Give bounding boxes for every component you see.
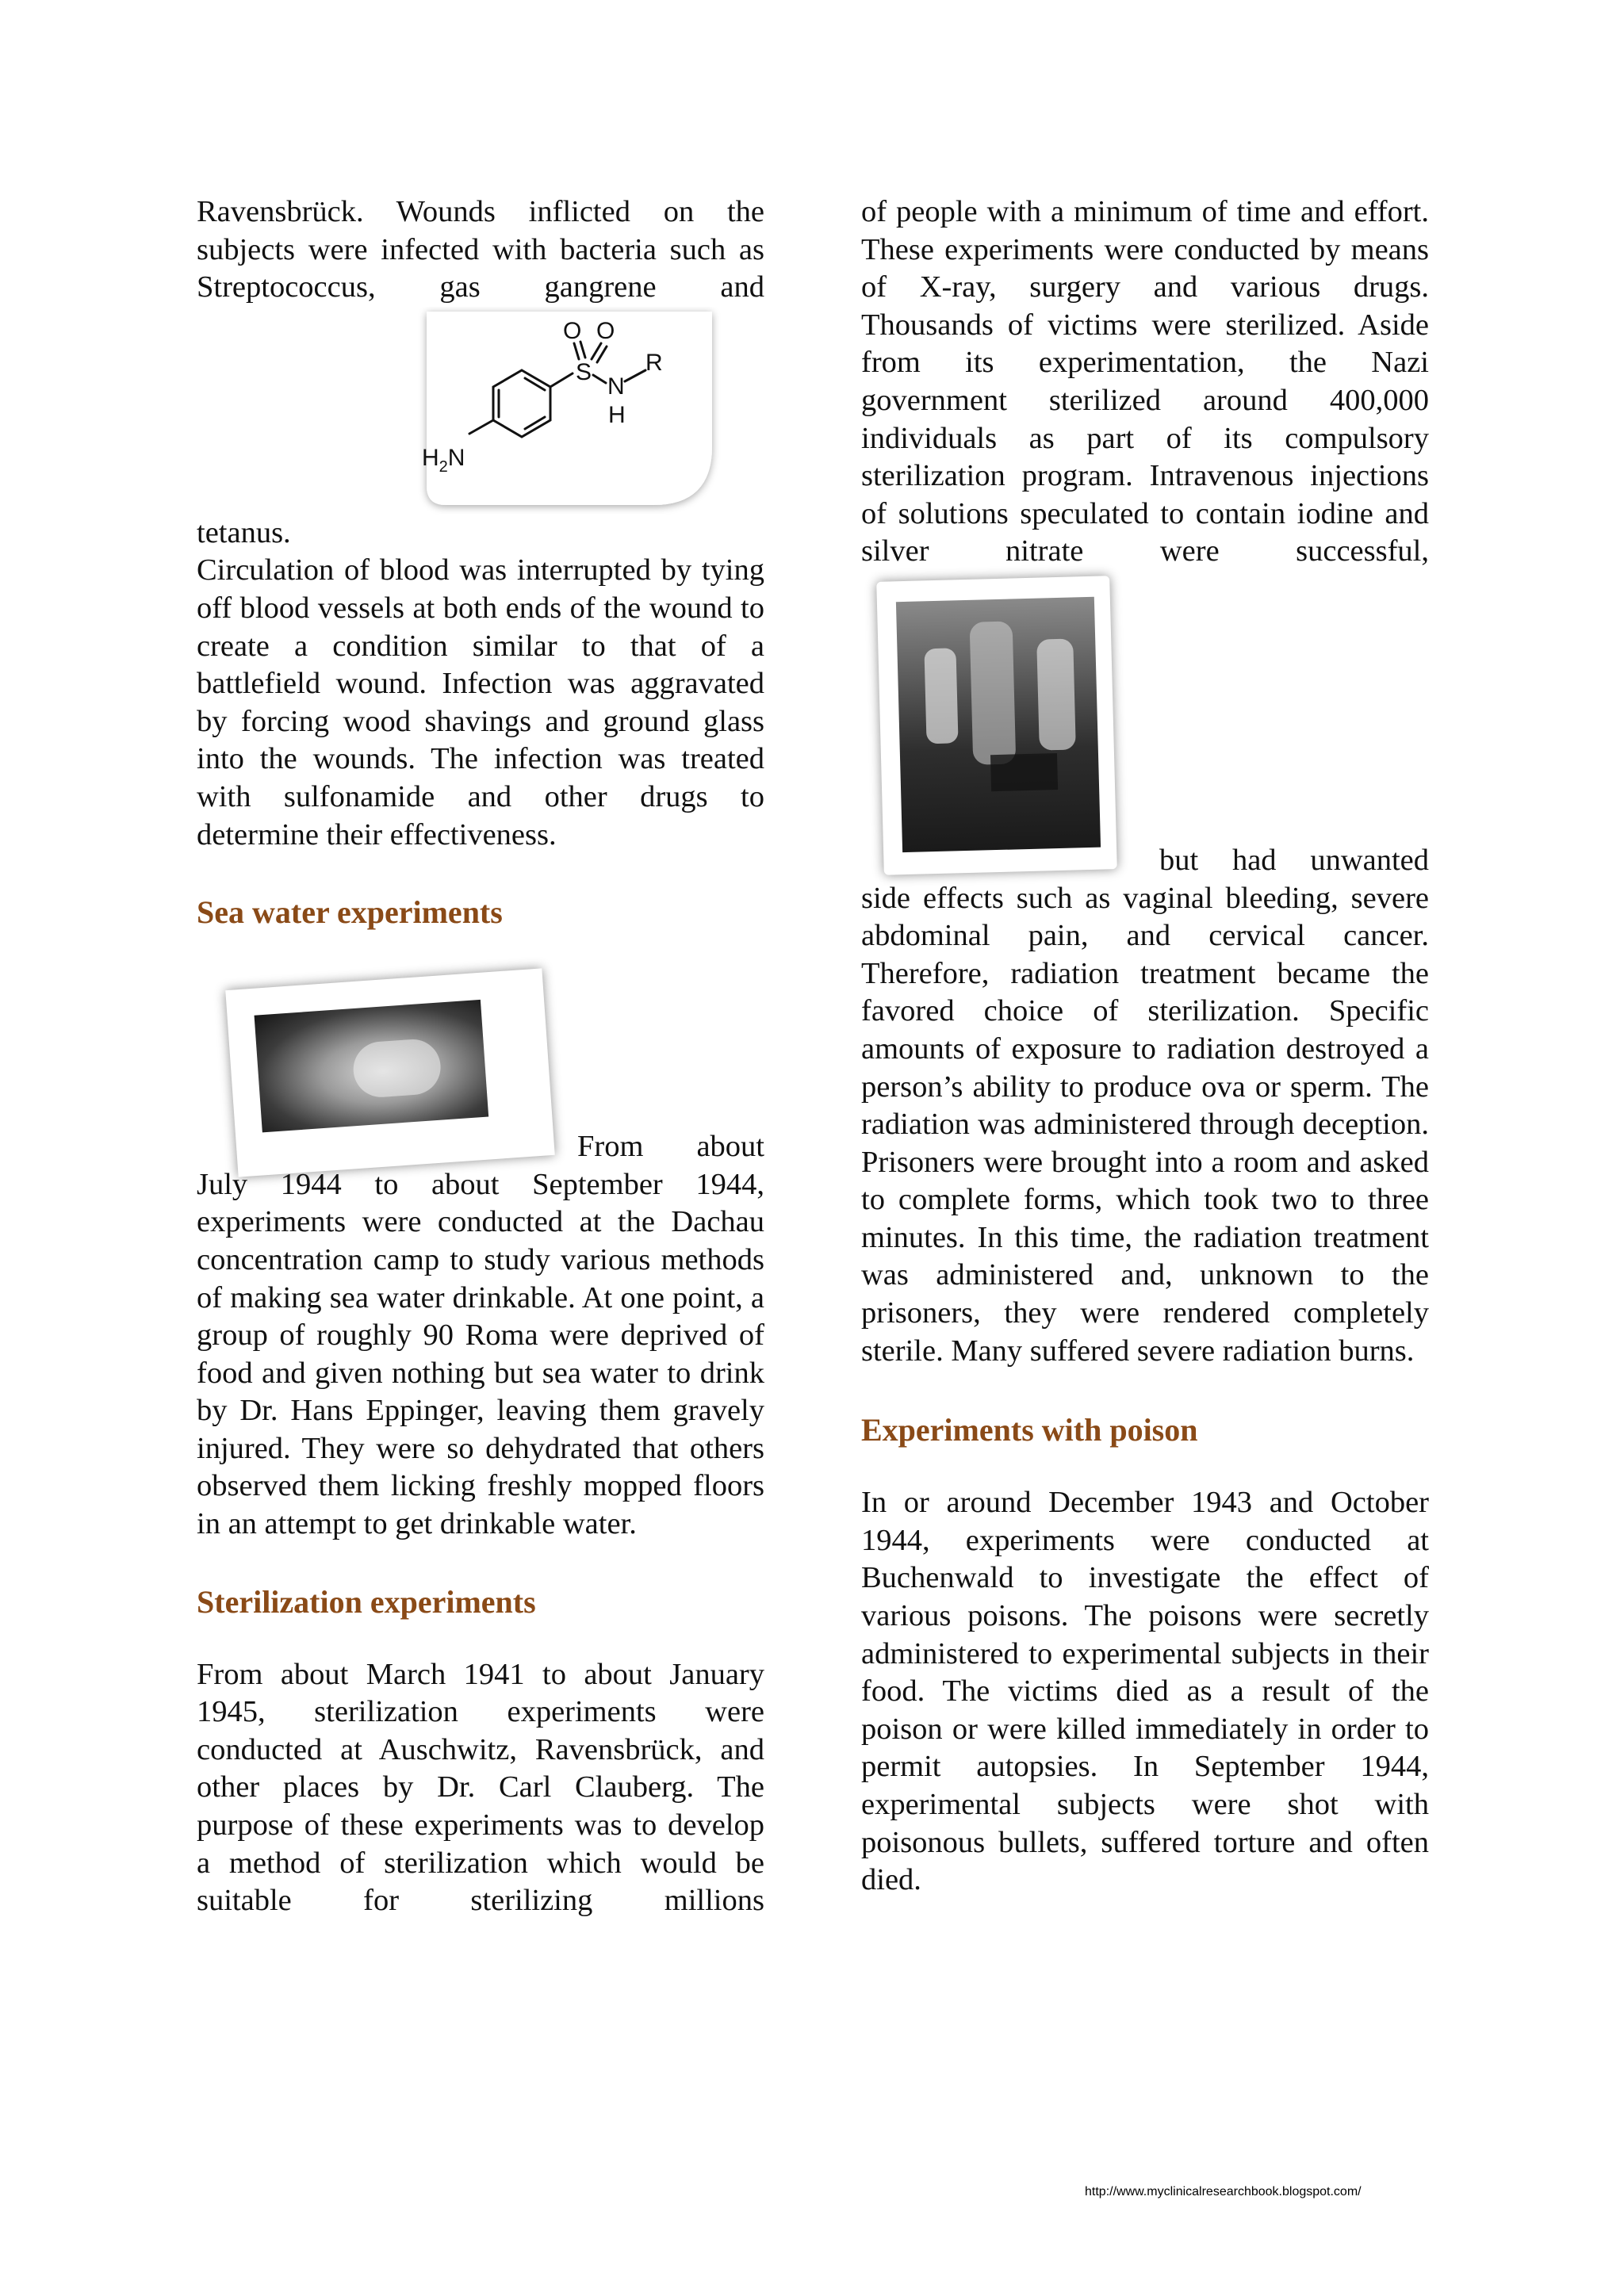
- paragraph-circulation: Circulation of blood was interrupted by tying off blood vessels at both ends of the wound to create a condition similar to that of a battlefield wound. Infection was aggravated by forcing wood shavings and ground glass into the wounds. The infection was treated with sulfonamide and other drugs to determine their effectiveness.: [197, 553, 764, 851]
- sulfur-atom-label: S: [576, 358, 592, 385]
- photo-frame: [876, 576, 1117, 875]
- photo-figure-shape: [1036, 638, 1076, 750]
- heading-sea-water: Sea water experiments: [197, 894, 503, 931]
- sterilization-photo: [896, 597, 1101, 852]
- photo-figure-shape: [924, 648, 958, 744]
- photo-frame: [225, 968, 554, 1177]
- sulfonamide-structure-diagram: [398, 307, 731, 515]
- paragraph-side-effects: side effects such as vaginal bleeding, severe abdominal pain, and cervical cancer. Therefore, radiation treatment became the favored choice of sterilization. Specific amounts of exposure to radiation destroyed a person’s ability to produce ova or sperm. The radiation was administered through deception. Prisoners were brought into a room and asked to complete forms, which took two to three minutes. In this time, the radiation treatment was administered and, unknown to the prisoners, they were rendered completely sterile. Many suffered severe radiation burns.: [861, 881, 1429, 1368]
- oxygen-atom-label: O: [596, 317, 615, 344]
- oxygen-atom-label: O: [563, 317, 582, 344]
- amine-n: N: [447, 444, 465, 471]
- paragraph-tetanus: tetanus.: [197, 515, 291, 549]
- paragraph-poison: In or around December 1943 and October 1944, experiments were conducted at Buchenwald to investigate the effect of various poisons. The poisons were secretly administered to experimental subjects in their food. The victims died as a result of the poison or were killed immediately in order to permit autopsies. In September 1944, experimental subjects were shot with poisonous bullets, suffered torture and often died.: [861, 1486, 1429, 1897]
- heading-poison: Experiments with poison: [861, 1412, 1198, 1448]
- paragraph-sea-water: July 1944 to about September 1944, experiments were conducted at the Dachau concentration camp to study various methods of making sea water drinkable. At one point, a group of roughly 90 Roma were deprived of food and given nothing but sea water to drink by Dr. Hans Eppinger, leaving them gravely injured. They were so dehydrated that others observed them licking freshly mopped floors in an attempt to get drinkable water.: [197, 1167, 764, 1541]
- paragraph-unwanted-lead: but had unwanted: [1159, 843, 1429, 877]
- sterilization-figure: [861, 571, 1429, 880]
- sulfonamide-figure: [197, 307, 764, 515]
- right-column: [861, 193, 1429, 1900]
- amine-h: H: [422, 444, 439, 471]
- heading-sterilization: Sterilization experiments: [197, 1583, 536, 1620]
- photo-figure-shape: [990, 753, 1058, 791]
- left-column: [197, 193, 764, 1920]
- footer-url: http://www.myclinicalresearchbook.blogspot.com/: [1085, 2185, 1362, 2198]
- nitrogen-atom-label: N: [607, 373, 625, 400]
- photo-figure-shape: [351, 1038, 442, 1100]
- r-group-label: R: [645, 349, 663, 376]
- paragraph-ravensbruck-intro: Ravensbrück. Wounds inflicted on the subjects were infected with bacteria such as Streptococcus, gas gangrene and: [197, 195, 764, 304]
- sea-water-figure: [197, 938, 764, 1166]
- photo-figure-shape: [970, 621, 1017, 764]
- paragraph-sea-lead: From about: [577, 1130, 764, 1164]
- paragraph-sterilization: From about March 1941 to about January 1945, sterilization experiments were conducted at Auschwitz, Ravensbrück, and other places by Dr. Carl Clauberg. The purpose of these experiments was to develop a method of sterilization which would be suitable for sterilizing millions: [197, 1657, 764, 1918]
- hydrogen-atom-label: H: [608, 401, 626, 428]
- amine-subscript: 2: [439, 457, 448, 476]
- paragraph-sterilization-cont: of people with a minimum of time and effort. These experiments were conducted by means of X-ray, surgery and various drugs. Thousands of victims were sterilized. Aside from its experimentation, the Nazi government sterilized around 400,000 individuals as part of its compulsory sterilization program. Intravenous injections of solutions speculated to contain iodine and silver nitrate were successful,: [861, 195, 1429, 568]
- sea-water-photo: [255, 1000, 489, 1133]
